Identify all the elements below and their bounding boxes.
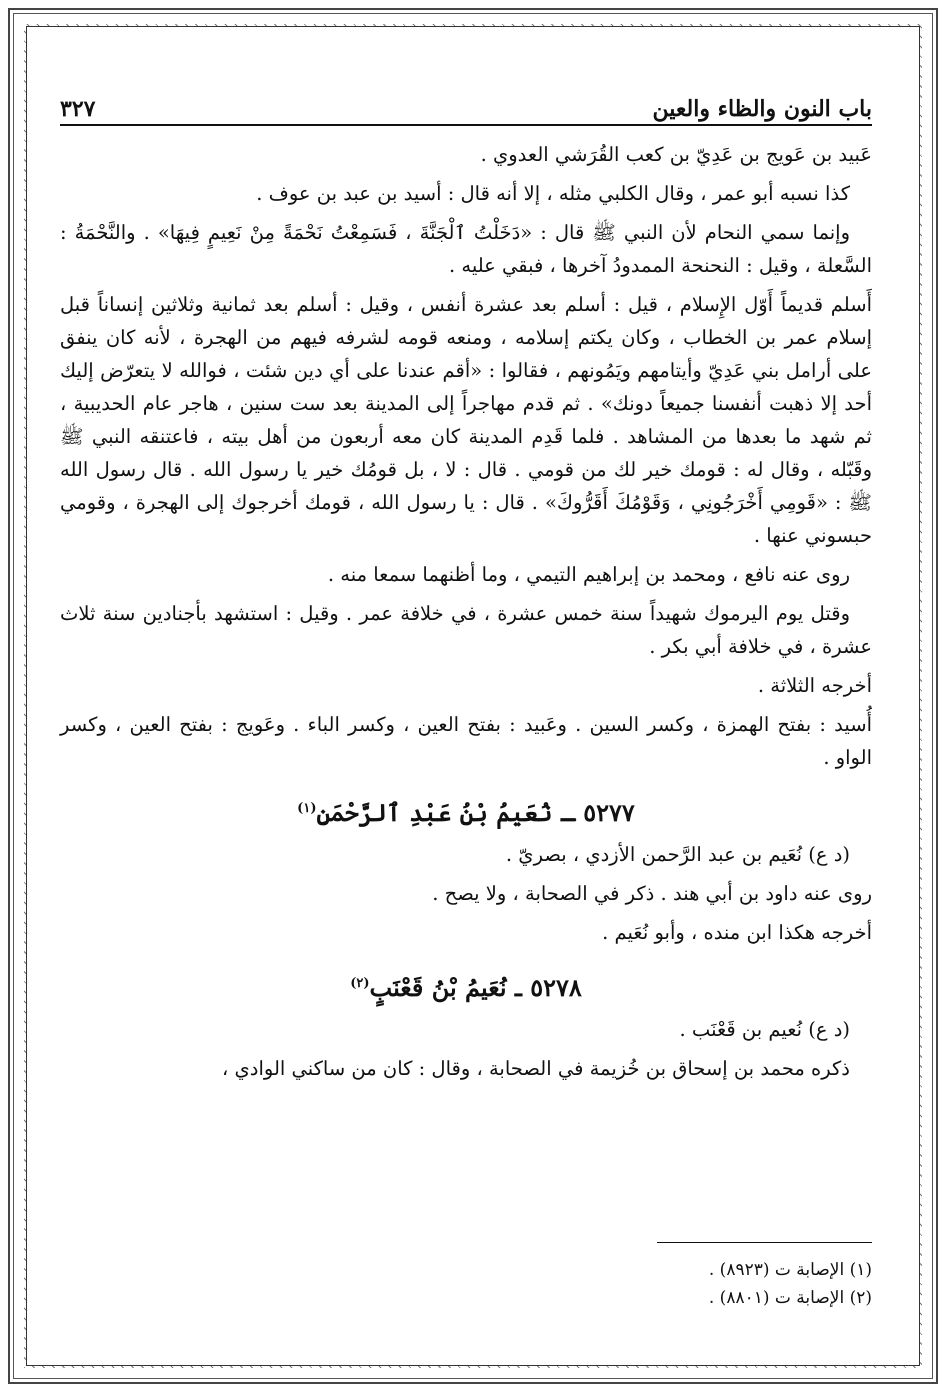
footnote: (١) الإصابة ت (٨٩٢٣) . [708,1260,872,1280]
paragraph: عَبيد بن عَويج بن عَدِيّ بن كعب القُرَشي العدوي . [480,143,872,166]
entry-line: ذكره محمد بن إسحاق بن خُزيمة في الصحابة ، وقال : كان من ساكني الوادي ، [222,1057,850,1080]
footnotes [60,1256,872,1312]
chapter-title: باب النون والظاء والعين [652,96,872,122]
paragraph: روى عنه نافع ، ومحمد بن إبراهيم التيمي ، وما أظنهما سمعا منه . [327,563,850,586]
page-number: ٣٢٧ [60,96,96,122]
entry-heading [60,792,872,830]
entry-title-text: ٥٢٧٨ ـ نُعَيمُ بْنُ قَعْنَبٍ [369,973,582,1002]
running-header [60,82,872,122]
footnote-rule [657,1242,872,1243]
paragraph: وإنما سمي النحام لأن النبي ﷺ قال : «دَخَلْتُ ٱلْجَنَّةَ ، فَسَمِعْتُ نَحْمَةً مِنْ نَعِيمٍ فِيهَا» . والنَّحْمَةُ : السَّعلة ، وقيل : النحنحة الممدودُ آخرها ، فبقي عليه . [60,221,872,277]
paragraph: أُسيد : بفتح الهمزة ، وكسر السين . وعَبيد : بفتح العين ، وكسر الباء . وعَويج : بفتح العين ، وكسر الواو . [60,713,872,769]
footnote: (٢) الإصابة ت (٨٨٠١) . [708,1288,872,1308]
document-page [60,60,872,1350]
entry-line: (د ع) نُعَيم بن عبد الرَّحمن الأزدي ، بصريّ . [505,843,850,866]
entry-title-text: ٥٢٧٧ ـ نُعَيمُ بْنُ عَبْدِ ٱلرَّحْمَنِ [316,798,635,827]
footnote-mark: (٢) [350,976,370,991]
paragraph: أَسلم قديماً أَوّل الإِسلام ، قيل : أسلم بعد عشرة أنفس ، وقيل : أسلم بعد ثمانية وثلاثين إنساناً قبل إسلام عمر بن الخطاب ، وكان يكتم إسلامه ، ومنعه قومه لشرفه فيهم من الهجرة ، لأنه كان ينفق على أرامل بني عَدِيّ وأيتامهم ويَمُونهم ، فقالوا : «أقم عندنا على أي دين شئت ، فوالله لا يتعرّض إليك أحد إلا ذهبت أنفسنا جميعاً دونك» . ثم قدم مهاجراً إلى المدينة بعد ست سنين ، هاجر عام الحديبية ، ثم شهد ما بعدها من المشاهد . فلما قَدِم المدينة كان معه أربعون من أهل بيته ، فاعتنقه النبي ﷺ وقَبّله ، وقال له : قومك خير لك من قومي . قال : لا ، بل قومُك خير يا رسول الله . قال رسول الله ﷺ : «قَومِي أَخْرَجُونِي ، وَقَوْمُكَ أَقَرُّوكَ» . قال : يا رسول الله ، قومك أخرجوك إلى الهجرة ، وقومي حبسوني عنها . [60,293,872,547]
paragraph: كذا نسبه أبو عمر ، وقال الكلبي مثله ، إلا أنه قال : أسيد بن عبد بن عوف . [256,182,850,205]
entry-heading [60,967,872,1005]
entry-line: أخرجه هكذا ابن منده ، وأبو نُعَيم . [602,921,872,944]
entry-line: روى عنه داود بن أبي هند . ذكر في الصحابة ، ولا يصح . [432,882,872,905]
page-body [60,138,872,1091]
paragraph: أخرجه الثلاثة . [757,674,872,697]
paragraph: وقتل يوم اليرموك شهيداً سنة خمس عشرة ، في خلافة عمر . وقيل : استشهد بأجنادين سنة ثلاث عشرة ، في خلافة أبي بكر . [60,602,872,658]
header-rule [60,124,872,126]
entry-line: (د ع) نُعيم بن قَعْنَب . [679,1018,850,1041]
footnote-mark: (١) [297,801,317,816]
